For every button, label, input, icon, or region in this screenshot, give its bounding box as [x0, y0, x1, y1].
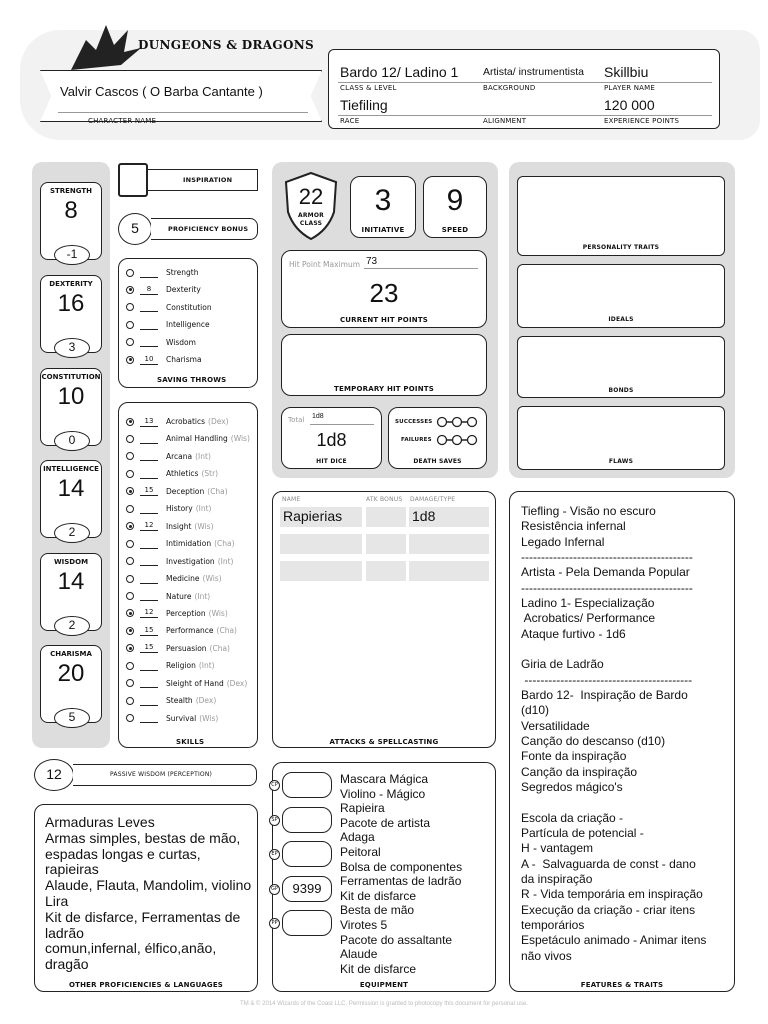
saving-throw-row	[126, 335, 196, 350]
equipment-item: Rapieira	[340, 801, 385, 816]
logo-text: DUNGEONS & DRAGONS	[138, 38, 314, 52]
proficiency-line: comun,infernal, élfico,anão,	[45, 940, 217, 957]
skill-attribute: (Int)	[195, 504, 212, 514]
ability-name: CONSTITUTION	[41, 373, 101, 381]
skill-value[interactable]: 15	[140, 486, 158, 496]
skill-row	[126, 589, 210, 604]
saving-throw-name: Constitution	[166, 302, 212, 312]
proficiency-dot-icon[interactable]	[126, 714, 134, 722]
ability-modifier[interactable]: 5	[54, 708, 90, 728]
attack-name-cell[interactable]	[280, 561, 362, 581]
race[interactable]: Tiefiling	[340, 97, 388, 113]
equipment-item: Alaude	[340, 947, 378, 962]
skill-value[interactable]	[140, 591, 158, 601]
saving-throw-name: Wisdom	[166, 337, 196, 347]
skill-name: Sleight of Hand	[166, 678, 224, 688]
ability-charisma	[40, 645, 102, 723]
saving-throw-row	[126, 352, 202, 367]
skill-name: Performance	[166, 626, 214, 636]
skill-value[interactable]	[140, 504, 158, 514]
character-name[interactable]: Valvir Cascos ( O Barba Cantante )	[60, 84, 263, 99]
feature-line: -------------------------------------------	[521, 580, 693, 595]
skill-value[interactable]	[140, 678, 158, 688]
skill-name: Intimidation	[166, 539, 212, 549]
class-level[interactable]: Bardo 12/ Ladino 1	[340, 64, 459, 80]
skill-row	[126, 466, 218, 481]
inspiration-box[interactable]	[118, 163, 148, 197]
proficiency-dot-icon[interactable]	[126, 662, 134, 670]
skill-attribute: (Int)	[198, 661, 215, 671]
attack-bonus-cell[interactable]	[366, 534, 406, 554]
saving-throw-value[interactable]	[140, 337, 158, 347]
feature-line: Acrobatics/ Performance	[521, 611, 656, 626]
feature-line: Legado Infernal	[521, 534, 605, 549]
coin-label: PP	[269, 918, 280, 929]
proficiency-line: Alaude, Flauta, Mandolim, violino	[45, 877, 252, 894]
feature-line: temporários	[521, 917, 585, 932]
skill-value[interactable]	[140, 451, 158, 461]
equipment-item: Adaga	[340, 830, 375, 845]
skill-attribute: (Wis)	[199, 713, 219, 723]
attack-name: Rapierias	[283, 508, 343, 524]
ability-name: WISDOM	[53, 558, 89, 566]
skill-attribute: (Cha)	[214, 539, 235, 549]
ability-name: INTELLIGENCE	[43, 465, 99, 473]
proficiency-dot-icon[interactable]	[126, 697, 134, 705]
attack-damage: 1d8	[412, 508, 436, 524]
coin-box[interactable]	[271, 807, 332, 833]
feature-line: Segredos mágico's	[521, 779, 623, 794]
equipment-item: Peitoral	[340, 845, 381, 859]
skill-value[interactable]	[140, 434, 158, 444]
flaws-label: FLAWS	[608, 458, 634, 465]
skill-attribute: (Cha)	[209, 643, 230, 653]
ability-modifier[interactable]: 0	[54, 431, 90, 451]
skill-name: Deception	[166, 486, 205, 496]
saving-throw-name: Intelligence	[166, 320, 210, 330]
coin-box[interactable]	[271, 772, 332, 798]
proficiency-label: PROFICIENCY BONUS	[168, 225, 249, 233]
skill-name: Medicine	[166, 574, 200, 584]
speed-label: SPEED	[441, 226, 469, 234]
initiative-label: INITIATIVE	[361, 226, 405, 234]
hp-max-underline	[364, 268, 478, 269]
coin-label: CP	[269, 780, 280, 791]
hit-dice-total[interactable]: 1d8	[312, 413, 324, 420]
hp-max-value[interactable]: 73	[366, 256, 378, 267]
skill-attribute: (Wis)	[194, 521, 214, 531]
skill-row	[126, 449, 211, 464]
skill-attribute: (Wis)	[230, 434, 250, 444]
proficiency-dot-icon[interactable]	[126, 592, 134, 600]
proficiency-dot-icon[interactable]	[126, 487, 134, 495]
ideals-label: IDEALS	[608, 316, 634, 323]
equipment-item: Ferramentas de ladrão	[340, 874, 462, 889]
skill-row	[126, 484, 228, 499]
passive-label: PASSIVE WISDOM (PERCEPTION)	[110, 771, 213, 778]
skill-attribute: (Int)	[195, 451, 211, 461]
proficiency-line: Armas simples, bestas de mão,	[45, 829, 241, 846]
ability-constitution	[40, 368, 102, 446]
proficiency-dot-icon[interactable]	[126, 286, 134, 294]
saving-throw-value[interactable]: 10	[140, 355, 158, 365]
skill-attribute: (Int)	[194, 591, 211, 601]
attacks-col-damage: DAMAGE/TYPE	[410, 496, 456, 503]
skill-value[interactable]	[140, 696, 158, 706]
equipment-item: Kit de disfarce	[340, 961, 417, 976]
saving-throw-name: Strength	[166, 268, 199, 277]
proficiency-line: Armaduras Leves	[45, 814, 155, 830]
equipment-item: Bolsa de componentes	[340, 859, 463, 874]
skill-attribute: (Dex)	[226, 678, 248, 688]
proficiency-dot-icon[interactable]	[126, 452, 134, 460]
saving-throw-row	[126, 282, 201, 297]
attack-name-cell[interactable]	[280, 534, 362, 554]
skill-value[interactable]: 15	[140, 643, 158, 653]
proficiency-line: dragão	[45, 956, 89, 973]
feature-line: R - Vida temporária em inspiração	[521, 887, 703, 902]
ability-modifier[interactable]: 3	[54, 338, 90, 358]
skill-name: Survival	[166, 713, 197, 723]
xp-label: EXPERIENCE POINTS	[604, 117, 680, 125]
saving-throws-label: SAVING THROWS	[157, 376, 227, 384]
proficiency-dot-icon[interactable]	[126, 609, 134, 617]
skill-value[interactable]	[140, 469, 158, 479]
xp[interactable]: 120 000	[604, 97, 655, 113]
feature-line: Ladino 1- Especialização	[521, 595, 655, 610]
saving-throw-row	[126, 317, 210, 332]
skill-value[interactable]	[140, 539, 158, 549]
ability-score[interactable]: 14	[57, 568, 85, 595]
skill-attribute: (Int)	[217, 556, 234, 566]
armor-class-value[interactable]: 22	[298, 184, 324, 209]
skill-attribute: (Dex)	[208, 417, 229, 426]
equipment-item: Kit de disfarce	[340, 888, 417, 903]
proficiency-dot-icon[interactable]	[126, 338, 134, 346]
skill-value[interactable]	[140, 661, 158, 671]
armor-class-label: ARMOR CLASS	[298, 212, 324, 227]
dragon-logo-icon	[66, 20, 146, 75]
proficiencies-text[interactable]	[45, 815, 251, 973]
hit-dice-label: HIT DICE	[316, 458, 347, 465]
feature-line: Execução da criação - criar itens	[521, 902, 696, 917]
skill-attribute: (Cha)	[216, 626, 237, 636]
proficiency-line: espadas longas e curtas,	[45, 845, 201, 862]
proficiency-dot-icon[interactable]	[126, 540, 134, 548]
feature-line: Ataque furtivo - 1d6	[521, 626, 626, 641]
feature-line: -------------------------------------------	[521, 549, 693, 564]
feature-line: Fonte da inspiração	[521, 749, 627, 764]
equipment-item: Pacote de artista	[340, 815, 431, 830]
background[interactable]: Artista/ instrumentista	[483, 66, 584, 78]
skill-name: Insight	[166, 521, 192, 531]
attacks-col-bonus: ATK BONUS	[366, 496, 403, 503]
feature-line: não vivos	[521, 948, 572, 963]
ability-name: DEXTERITY	[49, 280, 93, 288]
equipment-label: EQUIPMENT	[359, 981, 409, 989]
skill-attribute: (Wis)	[202, 574, 222, 584]
death-save-successes-icon[interactable]	[434, 416, 480, 428]
saving-throw-name: Dexterity	[166, 285, 201, 295]
feature-line: Canção do descanso (d10)	[521, 733, 666, 748]
skill-name: Athletics	[166, 469, 199, 479]
attack-damage-cell[interactable]	[409, 561, 489, 581]
skill-attribute: (Wis)	[208, 608, 228, 618]
feature-line: Partícula de potencial -	[521, 825, 644, 840]
proficiency-dot-icon[interactable]	[126, 303, 134, 311]
proficiency-dot-icon[interactable]	[126, 575, 134, 583]
player-name-label: PLAYER NAME	[604, 84, 656, 92]
hp-max-label: Hit Point Maximum	[289, 260, 361, 269]
coin-label: GP	[269, 884, 280, 895]
player-name[interactable]: Skillbiu	[604, 64, 649, 80]
proficiency-dot-icon[interactable]	[126, 644, 134, 652]
saving-throw-row	[126, 300, 212, 315]
ability-score[interactable]: 20	[57, 660, 85, 687]
skill-value[interactable]	[140, 556, 158, 566]
speed-value[interactable]: 9	[446, 184, 464, 217]
coin-box[interactable]	[271, 910, 332, 936]
features-label: FEATURES & TRAITS	[580, 981, 664, 989]
ability-name: CHARISMA	[50, 650, 92, 658]
attacks-col-name: NAME	[282, 496, 301, 503]
equipment-item: Mascara Mágica	[340, 772, 429, 786]
footer-copyright: TM & © 2014 Wizards of the Coast LLC. Permission is granted to photocopy this document for personal use.	[240, 1001, 528, 1007]
proficiency-dot-icon[interactable]	[126, 418, 134, 426]
saving-throw-name: Charisma	[166, 355, 202, 364]
feature-line: Canção da inspiração	[521, 764, 638, 779]
coin-value: 9399	[292, 880, 322, 896]
attacks-box	[272, 491, 496, 748]
saving-throw-value[interactable]: 8	[140, 285, 158, 295]
feature-line: A - Salvaguarda de const - dano	[521, 856, 696, 871]
skill-name: Nature	[166, 591, 192, 601]
proficiency-dot-icon[interactable]	[126, 321, 134, 329]
alignment-label: ALIGNMENT	[483, 117, 527, 125]
skill-name: Investigation	[166, 556, 215, 566]
current-hp-label: CURRENT HIT POINTS	[339, 316, 429, 324]
ability-modifier[interactable]: 2	[54, 523, 90, 543]
ability-wisdom	[40, 553, 102, 631]
skills-label: SKILLS	[176, 738, 205, 746]
feature-line: Espetáculo animado - Animar itens	[521, 933, 707, 948]
saving-throw-value[interactable]	[140, 320, 158, 330]
coin-label: EP	[269, 849, 280, 860]
saving-throw-value[interactable]	[140, 302, 158, 312]
coin-label: SP	[269, 815, 280, 826]
skill-name: Religion	[166, 661, 196, 671]
skill-row	[126, 693, 216, 708]
ability-score[interactable]: 16	[57, 290, 85, 317]
skill-row	[126, 641, 230, 656]
feature-line: Escola da criação -	[521, 810, 624, 825]
saving-throw-value[interactable]	[140, 268, 158, 278]
feature-line: Artista - Pela Demanda Popular	[521, 565, 690, 580]
skill-row	[126, 606, 228, 621]
equipment-item: Violino - Mágico	[340, 786, 426, 801]
proficiency-dot-icon[interactable]	[126, 557, 134, 565]
feature-line: Bardo 12- Inspiração de Bardo	[521, 687, 688, 702]
skill-row	[126, 658, 215, 673]
proficiency-dot-icon[interactable]	[126, 505, 134, 513]
ability-score[interactable]: 8	[64, 197, 78, 224]
ability-name: STRENGTH	[49, 187, 93, 195]
skill-name: Animal Handling	[166, 434, 228, 444]
skill-value[interactable]	[140, 574, 158, 584]
bonds-label: BONDS	[608, 387, 634, 394]
proficiency-line: Lira	[45, 892, 69, 909]
failures-label: FAILURES	[401, 437, 432, 443]
passive-perception-circle[interactable]: 12	[34, 759, 74, 791]
ability-strength	[40, 182, 102, 260]
equipment-item: Virotes 5	[340, 918, 388, 932]
skill-value[interactable]: 15	[140, 626, 158, 636]
header-line-2	[338, 115, 712, 116]
ability-score[interactable]: 10	[57, 383, 85, 410]
skill-value[interactable]: 12	[140, 608, 158, 618]
feature-line: Versatilidade	[521, 718, 590, 733]
attacks-label: ATTACKS & SPELLCASTING	[329, 738, 439, 746]
feature-line: H - vantagem	[521, 841, 594, 856]
skill-row	[126, 554, 233, 569]
skill-row	[126, 536, 235, 551]
proficiency-dot-icon[interactable]	[126, 522, 134, 530]
proficiency-line: Kit de disfarce, Ferramentas de	[45, 908, 241, 925]
ability-modifier[interactable]: 2	[54, 616, 90, 636]
skill-row	[126, 571, 222, 586]
race-label: RACE	[340, 117, 360, 125]
feature-line: Resistência infernal	[521, 519, 626, 534]
character-name-label: CHARACTER NAME	[88, 117, 157, 125]
equipment-item: Besta de mão	[340, 903, 415, 918]
proficiency-line: ladrão	[45, 924, 84, 941]
class-level-label: CLASS & LEVEL	[340, 84, 397, 92]
skill-row	[126, 519, 214, 534]
attack-damage-cell[interactable]	[409, 534, 489, 554]
skill-row	[126, 676, 247, 691]
skill-value[interactable]: 12	[140, 521, 158, 531]
coin-box[interactable]	[271, 876, 332, 902]
feature-line: Tiefling - Visão no escuro	[521, 504, 656, 518]
skill-value[interactable]	[140, 713, 158, 723]
ability-modifier[interactable]: -1	[54, 245, 90, 265]
current-hp-value[interactable]: 23	[369, 278, 399, 308]
inspiration-label: INSPIRATION	[183, 176, 233, 184]
proficiency-bonus-circle[interactable]: 5	[118, 213, 152, 245]
proficiency-dot-icon[interactable]	[126, 470, 134, 478]
temp-hp-label: TEMPORARY HIT POINTS	[334, 385, 434, 393]
hit-dice-value[interactable]: 1d8	[316, 430, 347, 450]
ability-dexterity	[40, 275, 102, 353]
personality-traits-label: PERSONALITY TRAITS	[582, 244, 660, 251]
skill-row	[126, 711, 218, 726]
header-line-1	[338, 82, 712, 83]
proficiencies-label: OTHER PROFICIENCIES & LANGUAGES	[68, 981, 224, 989]
hit-dice-total-label: Total	[288, 416, 305, 424]
successes-label: SUCCESSES	[395, 419, 433, 425]
skill-row	[126, 414, 229, 429]
feature-line: (d10)	[521, 703, 550, 718]
hit-dice-underline	[310, 424, 374, 425]
proficiency-dot-icon[interactable]	[126, 679, 134, 687]
ability-intelligence	[40, 460, 102, 538]
attack-bonus-cell[interactable]	[366, 507, 406, 527]
skill-name: Stealth	[166, 696, 193, 706]
death-save-failures-icon[interactable]	[434, 434, 480, 446]
skill-name: History	[166, 504, 193, 514]
initiative-value[interactable]: 3	[374, 184, 392, 217]
proficiency-dot-icon[interactable]	[126, 435, 134, 443]
proficiency-dot-icon[interactable]	[126, 627, 134, 635]
proficiency-dot-icon[interactable]	[126, 356, 134, 364]
skill-attribute: (Dex)	[195, 696, 217, 706]
skill-name: Arcana	[166, 451, 193, 461]
equipment-item: Pacote do assaltante	[340, 932, 453, 947]
feature-line: Giria de Ladrão	[521, 657, 604, 672]
death-saves-label: DEATH SAVES	[413, 458, 462, 465]
skill-row	[126, 623, 237, 638]
skill-attribute: (Cha)	[207, 486, 228, 496]
saving-throw-row	[126, 265, 198, 280]
skill-attribute: (Str)	[201, 469, 219, 479]
character-name-underline	[58, 112, 308, 113]
proficiency-line: rapieiras	[45, 861, 99, 878]
proficiency-dot-icon[interactable]	[126, 269, 134, 277]
coin-box[interactable]	[271, 841, 332, 867]
skill-name: Acrobatics	[166, 417, 206, 426]
feature-line: ------------------------------------------	[521, 672, 693, 687]
ability-score[interactable]: 14	[57, 475, 85, 502]
skill-value[interactable]: 13	[140, 417, 158, 427]
attack-bonus-cell[interactable]	[366, 561, 406, 581]
skill-row	[126, 431, 250, 446]
skill-row	[126, 501, 211, 516]
feature-line: da inspiração	[521, 871, 593, 886]
background-label: BACKGROUND	[483, 84, 536, 92]
skill-name: Persuasion	[166, 643, 207, 653]
skill-name: Perception	[166, 608, 206, 618]
